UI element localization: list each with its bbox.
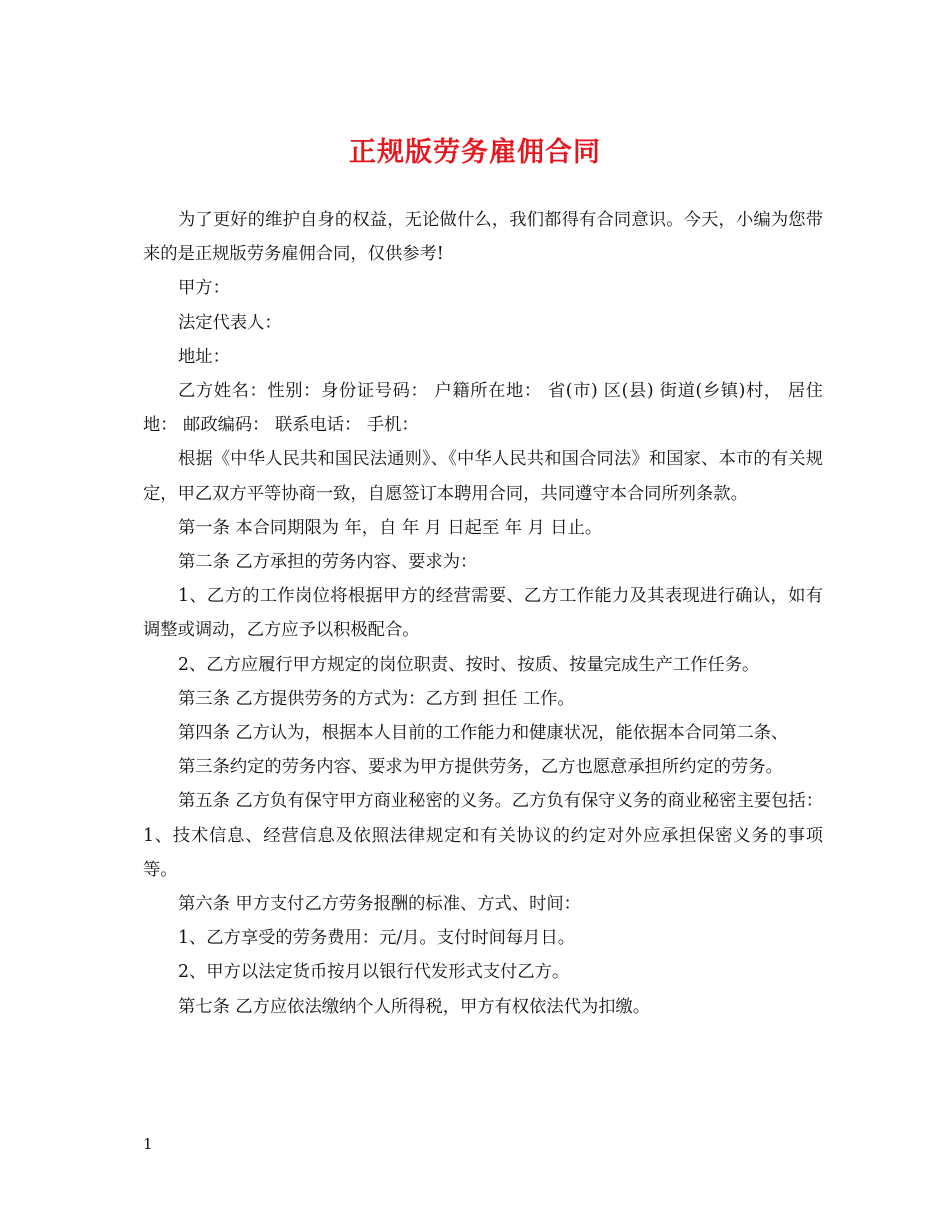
legal-basis-paragraph: 根据《中华人民共和国民法通则》、《中华人民共和国合同法》和国家、本市的有关规定，甲乙双方平等协商一致，自愿签订本聘用合同，共同遵守本合同所列条款。 [143,449,823,504]
intro-paragraph: 为了更好的维护自身的权益，无论做什么，我们都得有合同意识。今天，小编为您带来的是正规版劳务雇佣合同，仅供参考! [143,210,823,265]
document-title: 正规版劳务雇佣合同 [349,137,601,168]
article-4-paragraph: 第四条 乙方认为，根据本人目前的工作能力和健康状况，能依据本合同第二条、 [178,723,789,744]
address-line: 地址： [178,346,230,367]
article-6-heading: 第六条 甲方支付乙方劳务报酬的标准、方式、时间： [178,894,581,915]
party-a-line: 甲方： [178,278,230,299]
party-b-info-paragraph: 乙方姓名：性别：身份证号码： 户籍所在地： 省(市) 区(县) 街道(乡镇)村， 居住地： 邮政编码： 联系电话： 手机： [143,381,823,436]
page-number: 1 [143,1135,153,1153]
document-body [143,203,823,1024]
article-3-paragraph: 第三条 乙方提供劳务的方式为：乙方到 担任 工作。 [178,688,575,709]
article-6-item-2: 2、甲方以法定货币按月以银行代发形式支付乙方。 [178,962,570,983]
article-7-paragraph: 第七条 乙方应依法缴纳个人所得税，甲方有权依法代为扣缴。 [178,996,651,1017]
legal-representative-line: 法定代表人： [178,312,282,333]
article-1-paragraph: 第一条 本合同期限为 年，自 年 月 日起至 年 月 日止。 [178,517,603,538]
article-2-heading: 第二条 乙方承担的劳务内容、要求为： [178,552,478,573]
article-6-item-1: 1、乙方享受的劳务费用：元/月。支付时间每月日。 [178,928,576,949]
article-2-item-1: 1、乙方的工作岗位将根据甲方的经营需要、乙方工作能力及其表现进行确认，如有调整或调动，乙方应予以积极配合。 [143,586,823,641]
article-2-item-2: 2、乙方应履行甲方规定的岗位职责、按时、按质、按量完成生产工作任务。 [178,654,760,675]
article-4-continuation: 第三条约定的劳务内容、要求为甲方提供劳务，乙方也愿意承担所约定的劳务。 [178,757,783,778]
article-5-paragraph: 第五条 乙方负有保守甲方商业秘密的义务。乙方负有保守义务的商业秘密主要包括：1、技术信息、经营信息及依照法律规定和有关协议的约定对外应承担保密义务的事项等。 [143,791,823,880]
